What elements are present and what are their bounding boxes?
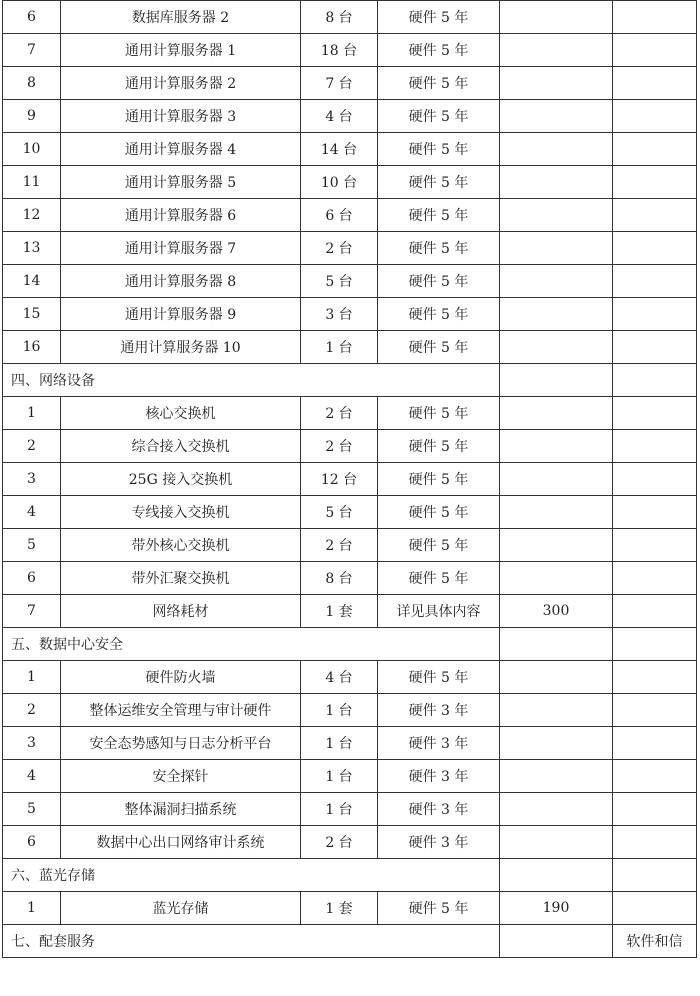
remarks-cell [613, 100, 697, 133]
item-warranty: 硬件 3 年 [378, 793, 500, 826]
row-number: 4 [3, 760, 61, 793]
table-row [3, 496, 697, 529]
item-name: 通用计算服务器 2 [61, 67, 301, 100]
item-quantity: 12 台 [301, 463, 378, 496]
item-quantity: 2 台 [301, 430, 378, 463]
remarks-cell [613, 694, 697, 727]
item-name: 硬件防火墙 [61, 661, 301, 694]
item-amount [500, 166, 613, 199]
row-number: 6 [3, 826, 61, 859]
item-quantity: 18 台 [301, 34, 378, 67]
item-amount [500, 463, 613, 496]
section-title: 六、蓝光存储 [3, 859, 500, 892]
remarks-cell [613, 430, 697, 463]
remarks-cell [613, 364, 697, 397]
item-quantity: 1 台 [301, 331, 378, 364]
section-row [3, 859, 697, 892]
row-number: 4 [3, 496, 61, 529]
row-number: 1 [3, 892, 61, 925]
item-quantity: 6 台 [301, 199, 378, 232]
item-amount [500, 661, 613, 694]
remarks-cell [613, 529, 697, 562]
item-amount [500, 199, 613, 232]
item-amount [500, 694, 613, 727]
row-number: 13 [3, 232, 61, 265]
row-number: 3 [3, 463, 61, 496]
row-number: 7 [3, 34, 61, 67]
remarks-cell [613, 331, 697, 364]
row-number: 1 [3, 397, 61, 430]
remarks-cell [613, 34, 697, 67]
item-quantity: 2 台 [301, 826, 378, 859]
item-amount [500, 826, 613, 859]
item-amount: 190 [500, 892, 613, 925]
row-number: 11 [3, 166, 61, 199]
item-name: 综合接入交换机 [61, 430, 301, 463]
item-quantity: 1 台 [301, 727, 378, 760]
item-quantity: 7 台 [301, 67, 378, 100]
table-row [3, 1, 697, 34]
item-name: 25G 接入交换机 [61, 463, 301, 496]
item-name: 通用计算服务器 4 [61, 133, 301, 166]
row-number: 6 [3, 1, 61, 34]
item-amount [500, 100, 613, 133]
amount-cell [500, 859, 613, 892]
table-row [3, 727, 697, 760]
item-name: 通用计算服务器 8 [61, 265, 301, 298]
item-amount [500, 397, 613, 430]
table-body [3, 1, 697, 958]
item-warranty: 硬件 5 年 [378, 496, 500, 529]
table-row [3, 826, 697, 859]
item-name: 网络耗材 [61, 595, 301, 628]
item-name: 带外核心交换机 [61, 529, 301, 562]
item-quantity: 1 台 [301, 760, 378, 793]
table-row [3, 199, 697, 232]
row-number: 5 [3, 793, 61, 826]
item-warranty: 硬件 5 年 [378, 463, 500, 496]
item-quantity: 1 套 [301, 892, 378, 925]
table-row [3, 34, 697, 67]
item-amount [500, 760, 613, 793]
table-row [3, 298, 697, 331]
table-row [3, 595, 697, 628]
item-amount [500, 265, 613, 298]
row-number: 8 [3, 67, 61, 100]
section-row [3, 925, 697, 958]
section-row [3, 364, 697, 397]
table-row [3, 661, 697, 694]
remarks-cell [613, 298, 697, 331]
row-number: 16 [3, 331, 61, 364]
item-warranty: 硬件 5 年 [378, 34, 500, 67]
item-warranty: 硬件 5 年 [378, 199, 500, 232]
item-quantity: 5 台 [301, 265, 378, 298]
table-row [3, 760, 697, 793]
amount-cell [500, 925, 613, 958]
item-name: 通用计算服务器 7 [61, 232, 301, 265]
item-amount [500, 232, 613, 265]
item-name: 数据库服务器 2 [61, 1, 301, 34]
item-warranty: 硬件 5 年 [378, 1, 500, 34]
item-name: 带外汇聚交换机 [61, 562, 301, 595]
item-quantity: 4 台 [301, 661, 378, 694]
remarks-cell [613, 496, 697, 529]
remarks-cell [613, 859, 697, 892]
section-row [3, 628, 697, 661]
item-name: 安全态势感知与日志分析平台 [61, 727, 301, 760]
item-name: 数据中心出口网络审计系统 [61, 826, 301, 859]
item-quantity: 3 台 [301, 298, 378, 331]
row-number: 7 [3, 595, 61, 628]
remarks-cell [613, 595, 697, 628]
row-number: 9 [3, 100, 61, 133]
item-amount [500, 67, 613, 100]
item-name: 通用计算服务器 3 [61, 100, 301, 133]
item-warranty: 硬件 3 年 [378, 826, 500, 859]
item-name: 专线接入交换机 [61, 496, 301, 529]
remarks-cell [613, 166, 697, 199]
item-quantity: 2 台 [301, 397, 378, 430]
row-number: 12 [3, 199, 61, 232]
item-quantity: 10 台 [301, 166, 378, 199]
table-row [3, 793, 697, 826]
item-warranty: 硬件 5 年 [378, 397, 500, 430]
item-amount [500, 1, 613, 34]
table-row [3, 892, 697, 925]
item-quantity: 14 台 [301, 133, 378, 166]
row-number: 6 [3, 562, 61, 595]
remarks-cell [613, 265, 697, 298]
item-quantity: 1 台 [301, 694, 378, 727]
item-warranty: 硬件 5 年 [378, 265, 500, 298]
item-amount [500, 529, 613, 562]
amount-cell [500, 628, 613, 661]
row-number: 14 [3, 265, 61, 298]
table-row [3, 529, 697, 562]
amount-cell [500, 364, 613, 397]
item-name: 通用计算服务器 5 [61, 166, 301, 199]
row-number: 3 [3, 727, 61, 760]
row-number: 2 [3, 694, 61, 727]
item-amount [500, 793, 613, 826]
table-row [3, 562, 697, 595]
item-quantity: 2 台 [301, 232, 378, 265]
item-warranty: 硬件 5 年 [378, 562, 500, 595]
table-row [3, 331, 697, 364]
table-row [3, 430, 697, 463]
remarks-cell [613, 133, 697, 166]
table-row [3, 463, 697, 496]
item-amount [500, 331, 613, 364]
item-amount [500, 34, 613, 67]
item-amount [500, 562, 613, 595]
item-quantity: 2 台 [301, 529, 378, 562]
item-warranty: 硬件 3 年 [378, 694, 500, 727]
item-name: 通用计算服务器 6 [61, 199, 301, 232]
row-number: 5 [3, 529, 61, 562]
item-name: 通用计算服务器 9 [61, 298, 301, 331]
item-amount [500, 133, 613, 166]
table-row [3, 100, 697, 133]
item-name: 整体漏洞扫描系统 [61, 793, 301, 826]
item-warranty: 硬件 5 年 [378, 892, 500, 925]
table-row [3, 166, 697, 199]
row-number: 1 [3, 661, 61, 694]
table-row [3, 397, 697, 430]
item-warranty: 硬件 5 年 [378, 298, 500, 331]
item-warranty: 硬件 5 年 [378, 661, 500, 694]
item-name: 通用计算服务器 1 [61, 34, 301, 67]
item-warranty: 硬件 5 年 [378, 430, 500, 463]
remarks-cell [613, 562, 697, 595]
item-warranty: 详见具体内容 [378, 595, 500, 628]
table-row [3, 265, 697, 298]
row-number: 10 [3, 133, 61, 166]
remarks-cell [613, 892, 697, 925]
remarks-cell [613, 463, 697, 496]
table-row [3, 694, 697, 727]
section-title: 七、配套服务 [3, 925, 500, 958]
item-quantity: 1 台 [301, 793, 378, 826]
item-amount [500, 496, 613, 529]
section-title: 五、数据中心安全 [3, 628, 500, 661]
item-amount: 300 [500, 595, 613, 628]
item-warranty: 硬件 5 年 [378, 67, 500, 100]
item-warranty: 硬件 5 年 [378, 100, 500, 133]
item-name: 整体运维安全管理与审计硬件 [61, 694, 301, 727]
item-quantity: 8 台 [301, 1, 378, 34]
remarks-cell [613, 1, 697, 34]
table-row [3, 232, 697, 265]
item-warranty: 硬件 5 年 [378, 529, 500, 562]
item-name: 安全探针 [61, 760, 301, 793]
procurement-table [2, 0, 697, 958]
remarks-cell [613, 628, 697, 661]
item-amount [500, 430, 613, 463]
row-number: 2 [3, 430, 61, 463]
remarks-cell [613, 727, 697, 760]
table-row [3, 133, 697, 166]
item-name: 蓝光存储 [61, 892, 301, 925]
item-quantity: 8 台 [301, 562, 378, 595]
item-warranty: 硬件 5 年 [378, 331, 500, 364]
remarks-cell [613, 232, 697, 265]
item-amount [500, 727, 613, 760]
item-name: 通用计算服务器 10 [61, 331, 301, 364]
item-quantity: 1 套 [301, 595, 378, 628]
item-warranty: 硬件 3 年 [378, 727, 500, 760]
item-warranty: 硬件 5 年 [378, 232, 500, 265]
remarks-cell [613, 793, 697, 826]
remarks-cell [613, 397, 697, 430]
remarks-cell [613, 826, 697, 859]
remarks-cell [613, 760, 697, 793]
remarks-cell [613, 67, 697, 100]
remarks-cell [613, 661, 697, 694]
item-warranty: 硬件 5 年 [378, 133, 500, 166]
row-number: 15 [3, 298, 61, 331]
item-warranty: 硬件 3 年 [378, 760, 500, 793]
item-amount [500, 298, 613, 331]
remarks-cell: 软件和信 [613, 925, 697, 958]
item-warranty: 硬件 5 年 [378, 166, 500, 199]
table-row [3, 67, 697, 100]
item-quantity: 4 台 [301, 100, 378, 133]
item-name: 核心交换机 [61, 397, 301, 430]
remarks-cell [613, 199, 697, 232]
item-quantity: 5 台 [301, 496, 378, 529]
section-title: 四、网络设备 [3, 364, 500, 397]
